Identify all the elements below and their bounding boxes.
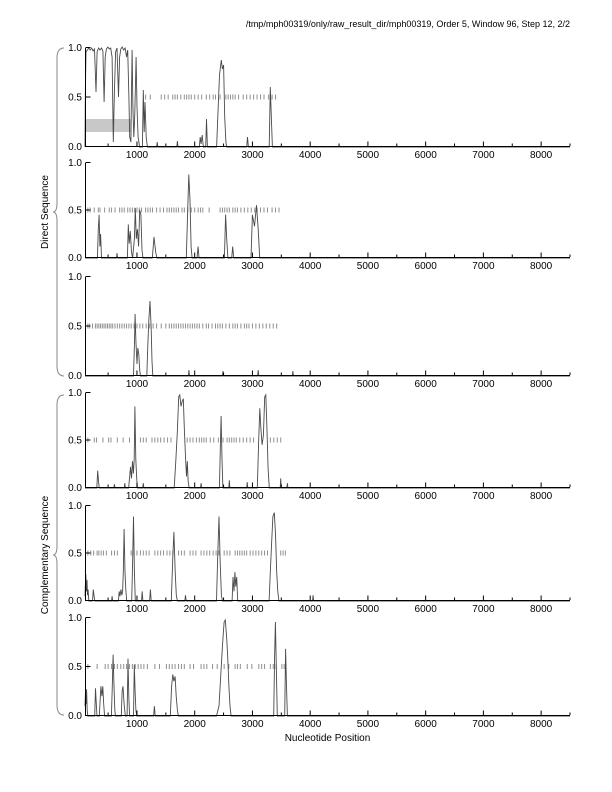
x-tick-label: 1000	[125, 719, 149, 730]
y-tick-label: 0.5	[68, 92, 82, 104]
x-axis-label: Nucleotide Position	[284, 733, 371, 744]
x-tick-label: 2000	[183, 491, 206, 502]
x-tick-label: 5000	[356, 719, 380, 730]
plot-title: /tmp/mph00319/only/raw_result_dir/mph00319, Order 5, Window 96, Step 12, 2/2	[245, 19, 570, 29]
x-tick-label: 5000	[356, 491, 380, 502]
x-tick-label: 4000	[299, 150, 322, 161]
x-tick-label: 6000	[414, 719, 437, 730]
panel-5-plot	[55, 501, 580, 617]
x-tick-label: 8000	[530, 491, 553, 502]
y-tick-label: 0.0	[68, 596, 82, 607]
axis-frame	[86, 277, 571, 376]
x-tick-label: 2000	[183, 150, 206, 161]
x-tick-label: 8000	[530, 150, 553, 161]
y-tick-label: 0.0	[68, 711, 82, 722]
x-tick-label: 7000	[472, 150, 495, 161]
x-tick-label: 5000	[356, 379, 380, 390]
y-tick-label: 0.5	[68, 548, 82, 560]
x-tick-label: 2000	[183, 379, 206, 390]
x-tick-label: 2000	[183, 261, 206, 272]
y-tick-label: 0.0	[68, 253, 82, 264]
x-tick-label: 5000	[356, 150, 380, 161]
x-tick-label: 8000	[530, 261, 553, 272]
probability-curve	[85, 301, 570, 376]
y-tick-label: 0.5	[68, 662, 82, 673]
x-tick-label: 3000	[241, 261, 264, 272]
x-tick-label: 1000	[125, 379, 149, 390]
x-tick-label: 6000	[414, 604, 437, 615]
panel-6-plot	[55, 613, 580, 732]
axis-frame	[86, 163, 571, 258]
probability-curve	[85, 47, 570, 147]
y-tick-label: 1.0	[68, 388, 82, 399]
x-tick-label: 7000	[472, 379, 495, 390]
axis-frame	[86, 48, 571, 147]
y-tick-label: 1.0	[68, 43, 82, 54]
y-tick-label: 1.0	[68, 501, 82, 512]
y-tick-label: 0.0	[68, 483, 82, 494]
probability-curve	[85, 175, 570, 259]
y-tick-label: 0.5	[68, 435, 82, 447]
x-tick-label: 1000	[125, 261, 149, 272]
x-tick-label: 4000	[299, 491, 322, 502]
probability-curve	[85, 513, 570, 601]
x-tick-label: 8000	[530, 719, 553, 730]
x-tick-label: 6000	[414, 150, 437, 161]
x-tick-label: 3000	[241, 150, 264, 161]
complementary-sequence-label: Complementary Sequence	[40, 495, 51, 615]
x-tick-label: 3000	[241, 604, 264, 615]
x-tick-label: 7000	[472, 261, 495, 272]
x-tick-label: 6000	[414, 379, 437, 390]
x-tick-label: 5000	[356, 604, 380, 615]
x-tick-label: 3000	[241, 379, 264, 390]
y-tick-label: 0.5	[68, 321, 82, 333]
x-tick-label: 7000	[472, 604, 495, 615]
x-tick-label: 1000	[125, 150, 149, 161]
direct-sequence-label: Direct Sequence	[40, 175, 51, 249]
y-tick-label: 1.0	[68, 613, 82, 624]
x-tick-label: 8000	[530, 379, 553, 390]
x-tick-label: 4000	[299, 379, 322, 390]
probability-curve	[85, 620, 570, 716]
x-tick-label: 7000	[472, 719, 495, 730]
predicted-region	[85, 119, 131, 132]
y-tick-label: 0.0	[68, 142, 82, 153]
x-tick-label: 4000	[299, 261, 322, 272]
axis-frame	[86, 618, 571, 716]
x-tick-label: 7000	[472, 491, 495, 502]
x-tick-label: 2000	[183, 604, 206, 615]
x-tick-label: 3000	[241, 719, 264, 730]
x-tick-label: 1000	[125, 604, 149, 615]
x-tick-label: 3000	[241, 491, 264, 502]
x-tick-label: 4000	[299, 719, 322, 730]
panel-4-plot	[55, 388, 580, 504]
panel-2-plot	[55, 158, 580, 274]
panel-3-plot	[55, 272, 580, 392]
y-tick-label: 1.0	[68, 272, 82, 283]
y-tick-label: 0.5	[68, 205, 82, 217]
x-tick-label: 8000	[530, 604, 553, 615]
panel-1-plot	[55, 43, 580, 163]
x-tick-label: 5000	[356, 261, 380, 272]
x-tick-label: 1000	[125, 491, 149, 502]
x-tick-label: 6000	[414, 261, 437, 272]
x-tick-label: 2000	[183, 719, 206, 730]
y-tick-label: 1.0	[68, 158, 82, 169]
x-tick-label: 4000	[299, 604, 322, 615]
y-tick-label: 0.0	[68, 371, 82, 382]
x-tick-label: 6000	[414, 491, 437, 502]
